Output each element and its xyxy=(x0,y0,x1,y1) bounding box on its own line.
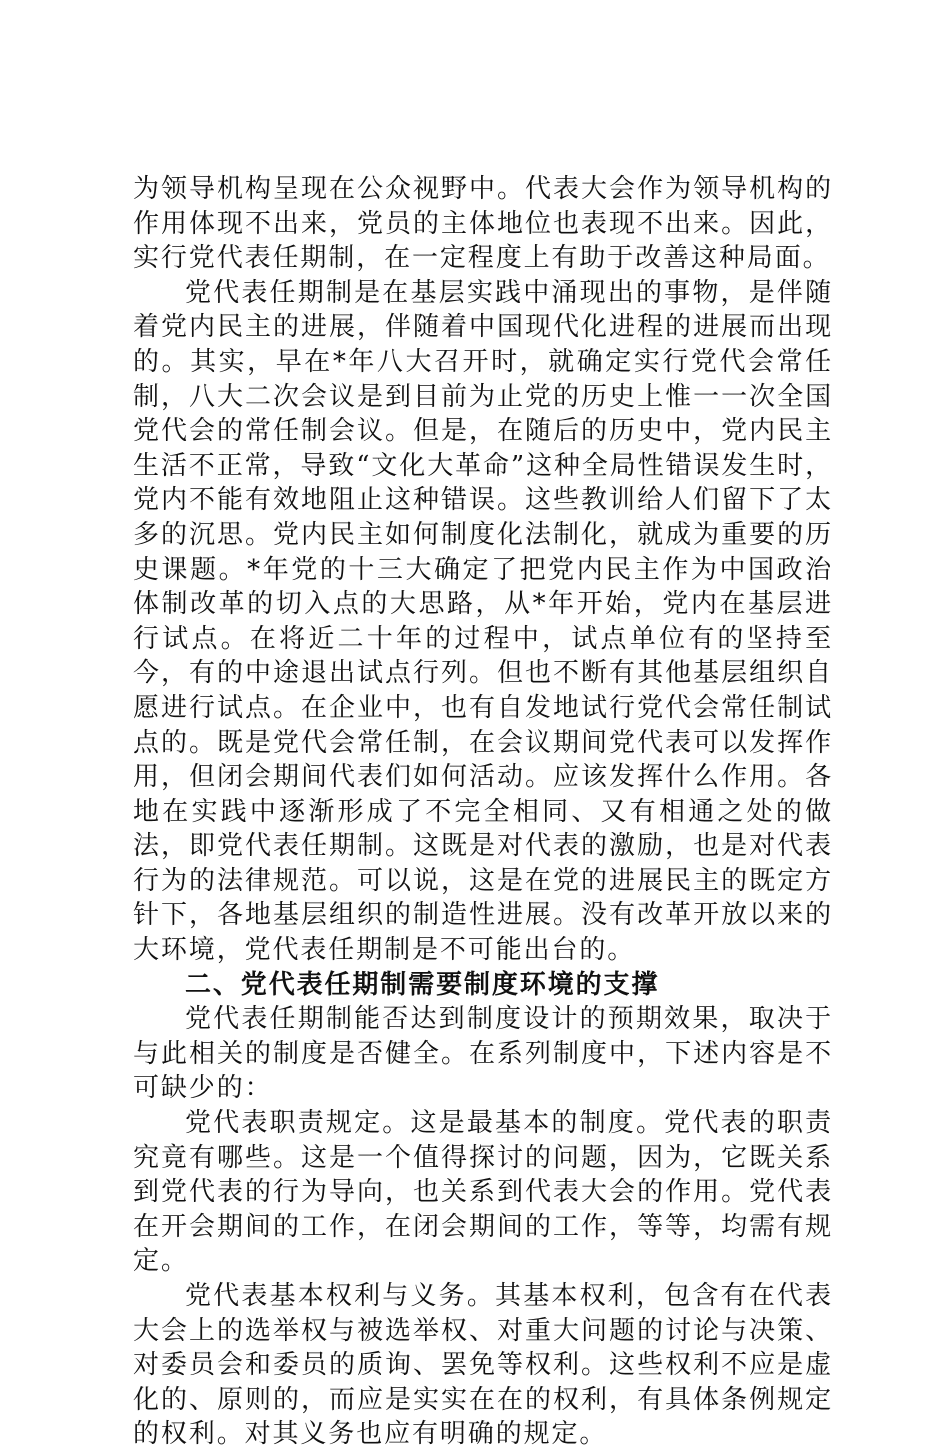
document-body xyxy=(133,172,833,1452)
paragraph-rights: 党代表基本权利与义务。其基本权利，包含有在代表大会上的选举权与被选举权、对重大问题的讨论与决策、对委员会和委员的质询、罢免等权利。这些权利不应是虚化的、原则的，而应是实实在在的权利，有具体条例规定的权利。对其义务也应有明确的规定。 xyxy=(133,1281,833,1450)
section-heading: 二、党代表任期制需要制度环境的支撑 xyxy=(185,969,660,1000)
paragraph-history: 党代表任期制是在基层实践中涌现出的事物，是伴随着党内民主的进展，伴随着中国现代化进程的进展而出现的。其实，早在*年八大召开时，就确定实行党代会常任制，八大二次会议是到目前为止党的历史上惟一一次全国党代会的常任制会议。但是，在随后的历史中，党内民主生活不正常，导致“文化大革命”这种全局性错误发生时，党内不能有效地阻止这种错误。这些教训给人们留下了太多的沉思。党内民主如何制度化法制化，就成为重要的历史课题。*年党的十三大确定了把党内民主作为中国政治体制改革的切入点的大思路，从*年开始，党内在基层进行试点。在将近二十年的过程中，试点单位有的坚持至今，有的中途退出试点行列。但也不断有其他基层组织自愿进行试点。在企业中，也有自发地试行党代会常任制试点的。既是党代会常任制，在会议期间党代表可以发挥作用，但闭会期间代表们如何活动。应该发挥什么作用。各地在实践中逐渐形成了不完全相同、又有相通之处的做法，即党代表任期制。这既是对代表的激励，也是对代表行为的法律规范。可以说，这是在党的进展民主的既定方针下，各地基层组织的制造性进展。没有改革开放以来的大环境，党代表任期制是不可能出台的。 xyxy=(133,277,833,966)
paragraph-duties: 党代表职责规定。这是最基本的制度。党代表的职责究竟有哪些。这是一个值得探讨的问题，因为，它既关系到党代表的行为导向，也关系到代表大会的作用。党代表在开会期间的工作，在闭会期间的工作，等等，均需有规定。 xyxy=(133,1108,833,1277)
paragraph-system-intro: 党代表任期制能否达到制度设计的预期效果，取决于与此相关的制度是否健全。在系列制度中，下述内容是不可缺少的： xyxy=(133,1004,833,1104)
paragraph-continuation: 为领导机构呈现在公众视野中。代表大会作为领导机构的作用体现不出来，党员的主体地位也表现不出来。因此，实行党代表任期制，在一定程度上有助于改善这种局面。 xyxy=(133,174,833,274)
